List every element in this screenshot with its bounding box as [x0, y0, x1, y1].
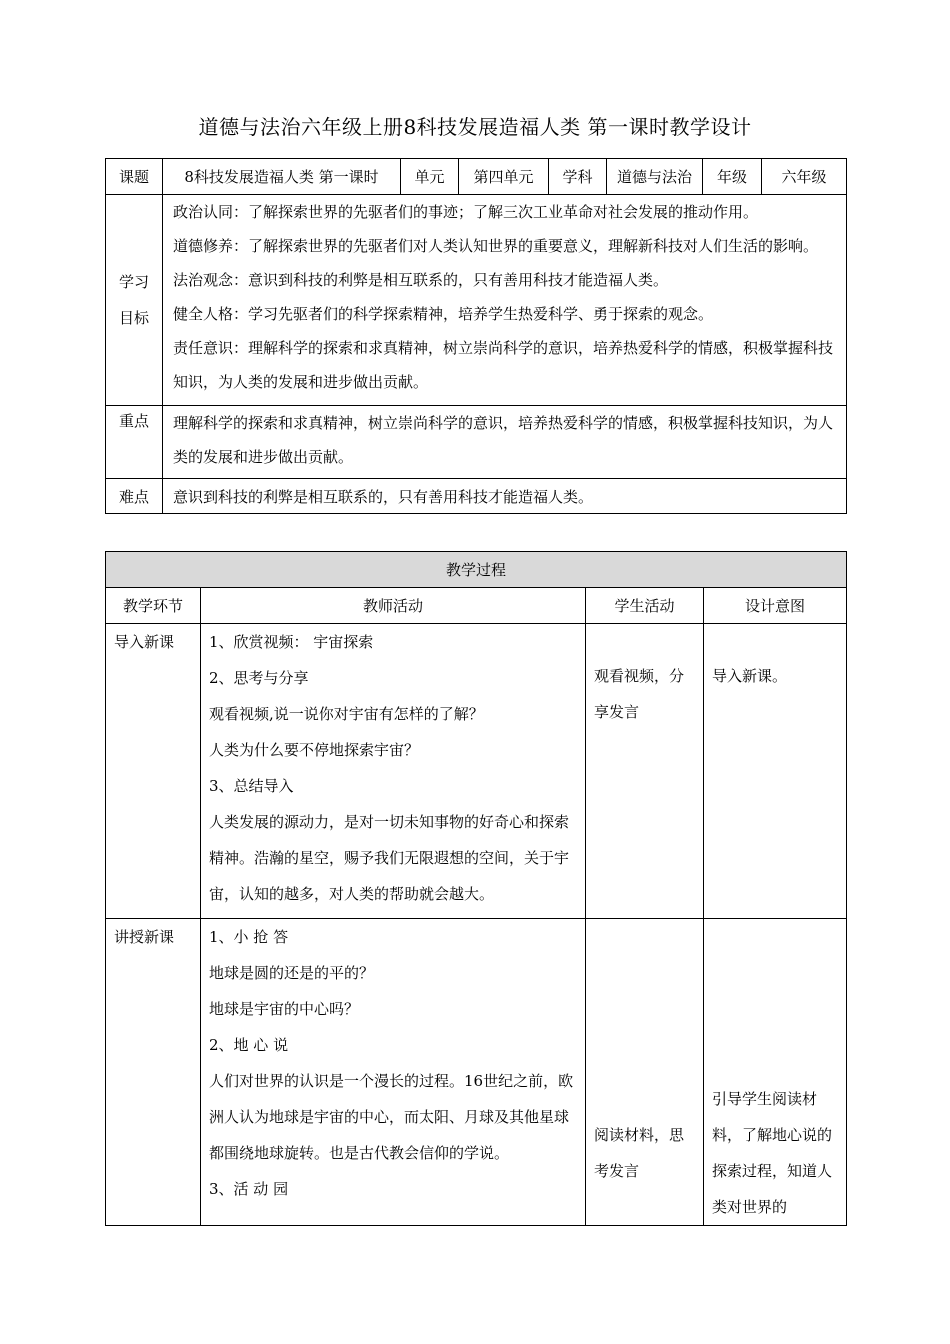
key-points-label: 重点	[106, 406, 163, 479]
difficulty-row	[106, 479, 847, 514]
teacher-line: 观看视频,说一说你对宇宙有怎样的了解？	[209, 705, 484, 723]
teacher-line: 3、总结导入	[209, 777, 294, 795]
col-student-header: 学生活动	[586, 588, 704, 624]
teacher-line: 1、欣赏视频： 宇宙探索	[209, 633, 374, 651]
student-activity-cell: 阅读材料，思考发言	[586, 919, 704, 1226]
stage-cell: 讲授新课	[106, 919, 201, 1226]
key-points-text: 理解科学的探索和求真精神，树立崇尚科学的意识，培养热爱科学的情感，积极掌握科技知识，为人类的发展和进步做出贡献。	[163, 406, 847, 479]
difficulty-text: 意识到科技的利弊是相互联系的，只有善用科技才能造福人类。	[163, 479, 847, 514]
topic-label: 课题	[106, 159, 163, 195]
student-activity-cell: 观看视频，分享发言	[586, 624, 704, 919]
teacher-line: 地球是圆的还是的平的？	[209, 964, 375, 982]
goals-row	[106, 195, 847, 406]
difficulty-label: 难点	[106, 479, 163, 514]
info-row	[106, 159, 847, 195]
page-title: 道德与法治六年级上册8科技发展造福人类 第一课时教学设计	[198, 115, 752, 139]
unit-label: 单元	[401, 159, 459, 195]
goal-item: 道德修养：了解探索世界的先驱者们对人类认知世界的重要意义，理解新科技对人们生活的影响。	[173, 237, 819, 255]
column-header-row	[106, 588, 847, 624]
teacher-line: 3、活 动 园	[209, 1180, 289, 1198]
goals-label-line1: 学习	[118, 273, 149, 291]
teacher-line: 2、地 心 说	[209, 1036, 289, 1054]
goals-label	[106, 195, 163, 406]
col-teacher-header: 教师活动	[201, 588, 586, 624]
grade-label: 年级	[703, 159, 762, 195]
topic-value: 8科技发展造福人类 第一课时	[163, 159, 401, 195]
goal-item: 政治认同：了解探索世界的先驱者们的事迹；了解三次工业革命对社会发展的推动作用。	[173, 203, 759, 221]
subject-label: 学科	[549, 159, 607, 195]
design-intent-cell: 引导学生阅读材料，了解地心说的探索过程，知道人类对世界的	[704, 919, 847, 1226]
process-header-row	[106, 552, 847, 588]
teacher-line: 人们对世界的认识是一个漫长的过程。16世纪之前，欧洲人认为地球是宇宙的中心，而太阳、月球及其他星球都围绕地球旋转。也是古代教会信仰的学说。	[209, 1072, 574, 1162]
teacher-line: 2、思考与分享	[209, 669, 309, 687]
goals-content	[163, 195, 847, 406]
key-points-row	[106, 406, 847, 479]
stage-cell: 导入新课	[106, 624, 201, 919]
teacher-line: 人类为什么要不停地探索宇宙？	[209, 741, 420, 759]
goals-label-line2: 目标	[118, 309, 149, 327]
process-row-lecture	[106, 919, 847, 1226]
goal-item: 健全人格：学习先驱者们的科学探索精神，培养学生热爱科学、勇于探索的观念。	[173, 305, 714, 323]
process-header: 教学过程	[106, 552, 847, 588]
col-stage-header: 教学环节	[106, 588, 201, 624]
goal-item: 责任意识：理解科学的探索和求真精神，树立崇尚科学的意识，培养热爱科学的情感，积极掌握科技知识，为人类的发展和进步做出贡献。	[173, 339, 834, 391]
teacher-activity-cell	[201, 624, 586, 919]
unit-value: 第四单元	[459, 159, 549, 195]
teacher-line: 地球是宇宙的中心吗？	[209, 1000, 360, 1018]
goal-item: 法治观念：意识到科技的利弊是相互联系的，只有善用科技才能造福人类。	[173, 271, 669, 289]
design-intent-cell: 导入新课。	[704, 624, 847, 919]
lesson-info-table	[105, 158, 847, 514]
process-row-intro	[106, 624, 847, 919]
teacher-activity-cell	[201, 919, 586, 1226]
subject-value: 道德与法治	[607, 159, 703, 195]
teaching-process-table	[105, 551, 847, 1226]
col-intent-header: 设计意图	[704, 588, 847, 624]
teacher-line: 人类发展的源动力，是对一切未知事物的好奇心和探索精神。浩瀚的星空，赐予我们无限遐想的空间，关于宇宙，认知的越多，对人类的帮助就会越大。	[209, 813, 570, 903]
teacher-line: 1、小 抢 答	[209, 928, 289, 946]
grade-value: 六年级	[762, 159, 847, 195]
